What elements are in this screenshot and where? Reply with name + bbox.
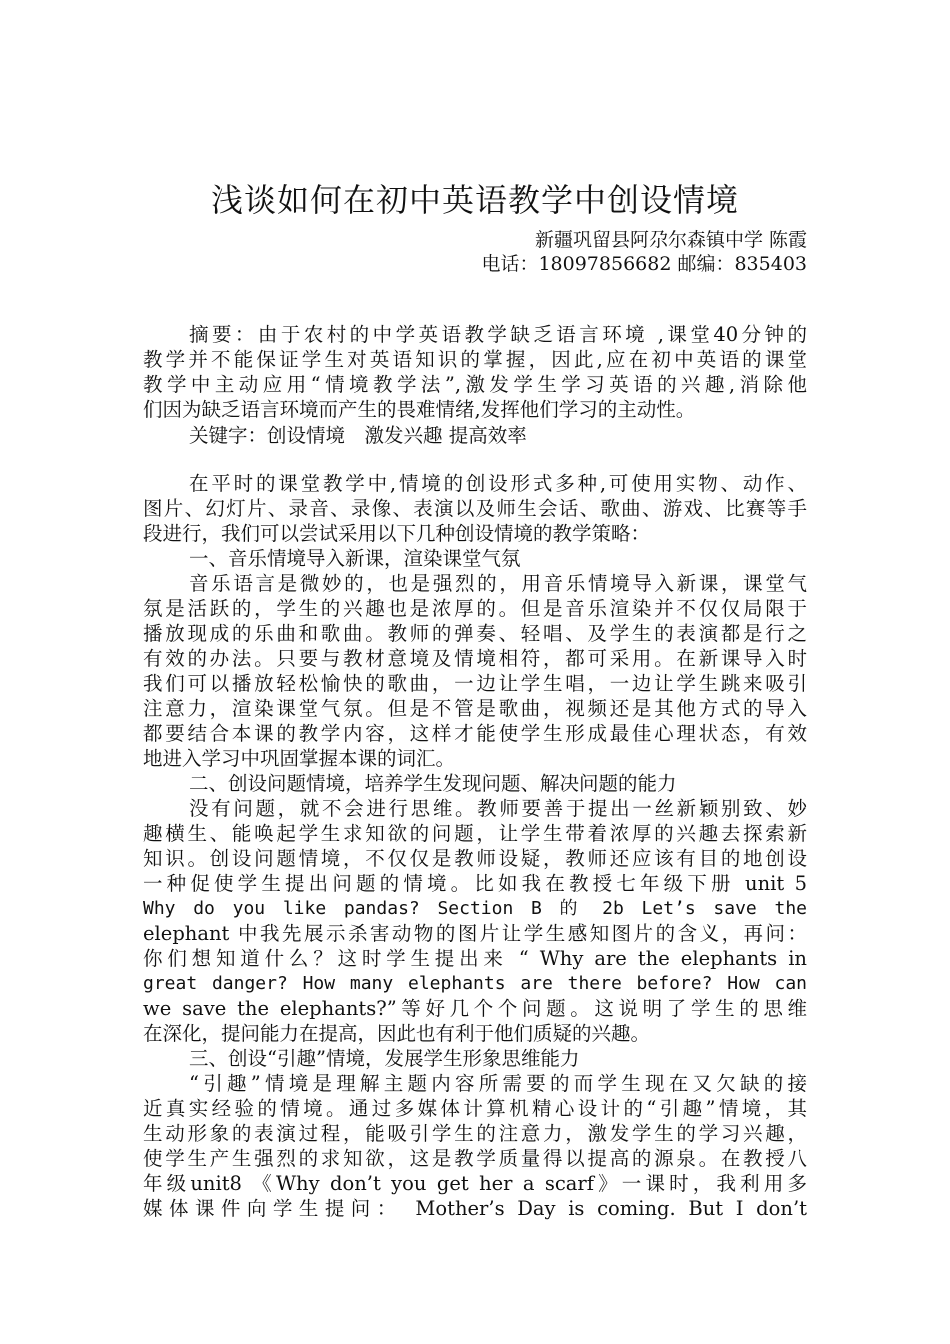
- body-line: 使学生产生强烈的求知欲，这是教学质量得以提高的源泉。在教授八: [143, 1147, 807, 1170]
- body-line: elephant 中我先展示杀害动物的图片让学生感知图片的含义，再问：: [143, 922, 807, 945]
- abstract-line: 教学并不能保证学生对英语知识的掌握，因此,应在初中英语的课堂: [143, 348, 807, 371]
- abstract-line: 摘要：由于农村的中学英语教学缺乏语言环境 ,课堂40分钟的: [189, 323, 807, 346]
- body-line: 年级unit8 《Why don’t you get her a scarf》一课时，我利用多: [143, 1172, 807, 1195]
- body-line: 氛是活跃的，学生的兴趣也是浓厚的。但是音乐渲染并不仅仅局限于: [143, 597, 807, 620]
- abstract-line: 教学中主动应用“情境教学法”,激发学生学习英语的兴趣,消除他: [143, 373, 807, 396]
- body-line: 你们想知道什么？这时学生提出来 “ Why are the elephants in: [143, 947, 807, 970]
- body-line: we save the elephants?”等好几个个问题。这说明了学生的思维: [143, 997, 807, 1020]
- contact-line: 电话：18097856682 邮编：835403: [481, 253, 807, 275]
- body-line: 在平时的课堂教学中,情境的创设形式多种,可使用实物、动作、: [189, 472, 807, 495]
- body-line: 在深化，提问能力在提高，因此也有利于他们质疑的兴趣。: [143, 1022, 651, 1045]
- body-line: 近真实经验的情境。通过多媒体计算机精心设计的“引趣”情境，其: [143, 1097, 807, 1120]
- body-line: 知识。创设问题情境，不仅仅是教师设疑，教师还应该有目的地创设: [143, 847, 807, 870]
- section-heading: 一、音乐情境导入新课，渲染课堂气氛: [189, 547, 521, 570]
- body-line: 段进行，我们可以尝试采用以下几种创设情境的教学策略：: [143, 522, 651, 545]
- body-line: 图片、幻灯片、录音、录像、表演以及师生会话、歌曲、游戏、比赛等手: [143, 497, 807, 520]
- section-heading: 三、创设“引趣”情境，发展学生形象思维能力: [189, 1047, 580, 1070]
- body-line: 生动形象的表演过程，能吸引学生的注意力，激发学生的学习兴趣，: [143, 1122, 807, 1145]
- body-line: 趣横生、能唤起学生求知欲的问题，让学生带着浓厚的兴趣去探索新: [143, 822, 807, 845]
- body-line: 一种促使学生提出问题的情境。比如我在教授七年级下册 unit 5: [143, 872, 807, 895]
- body-line: 注意力，渲染课堂气氛。但是不管是歌曲，视频还是其他方式的导入: [143, 697, 807, 720]
- body-line: 地进入学习中巩固掌握本课的词汇。: [143, 747, 456, 770]
- body-line: 播放现成的乐曲和歌曲。教师的弹奏、轻唱、及学生的表演都是行之: [143, 622, 807, 645]
- body-line: great danger? How many elephants are there before? How can: [143, 973, 807, 994]
- author-line: 新疆巩留县阿尕尔森镇中学 陈霞: [534, 229, 807, 251]
- section-heading: 二、创设问题情境，培养学生发现问题、解决问题的能力: [189, 772, 677, 795]
- body-line: 媒体课件向学生提问： Mother’s Day is coming. But I don’t: [143, 1197, 807, 1220]
- body-line: 没有问题，就不会进行思维。教师要善于提出一丝新颖别致、妙: [189, 797, 807, 820]
- body-line: 我们可以播放轻松愉快的歌曲，一边让学生唱，一边让学生跳来吸引: [143, 672, 807, 695]
- body-line: 有效的办法。只要与教材意境及情境相符，都可采用。在新课导入时: [143, 647, 807, 670]
- body-line: 音乐语言是微妙的，也是强烈的，用音乐情境导入新课，课堂气: [189, 572, 807, 595]
- document-title: 浅谈如何在初中英语教学中创设情境: [210, 181, 739, 219]
- abstract-line: 们因为缺乏语言环境而产生的畏难情绪,发挥他们学习的主动性。: [143, 398, 696, 421]
- body-line: 都要结合本课的教学内容，这样才能使学生形成最佳心理状态，有效: [143, 722, 807, 745]
- body-line: Why do you like pandas? Section B 的 2b Let’s save the: [143, 898, 807, 919]
- keywords-line: 关键字：创设情境 激发兴趣 提高效率: [189, 424, 527, 447]
- body-line: “引趣”情境是理解主题内容所需要的而学生现在又欠缺的接: [189, 1072, 807, 1095]
